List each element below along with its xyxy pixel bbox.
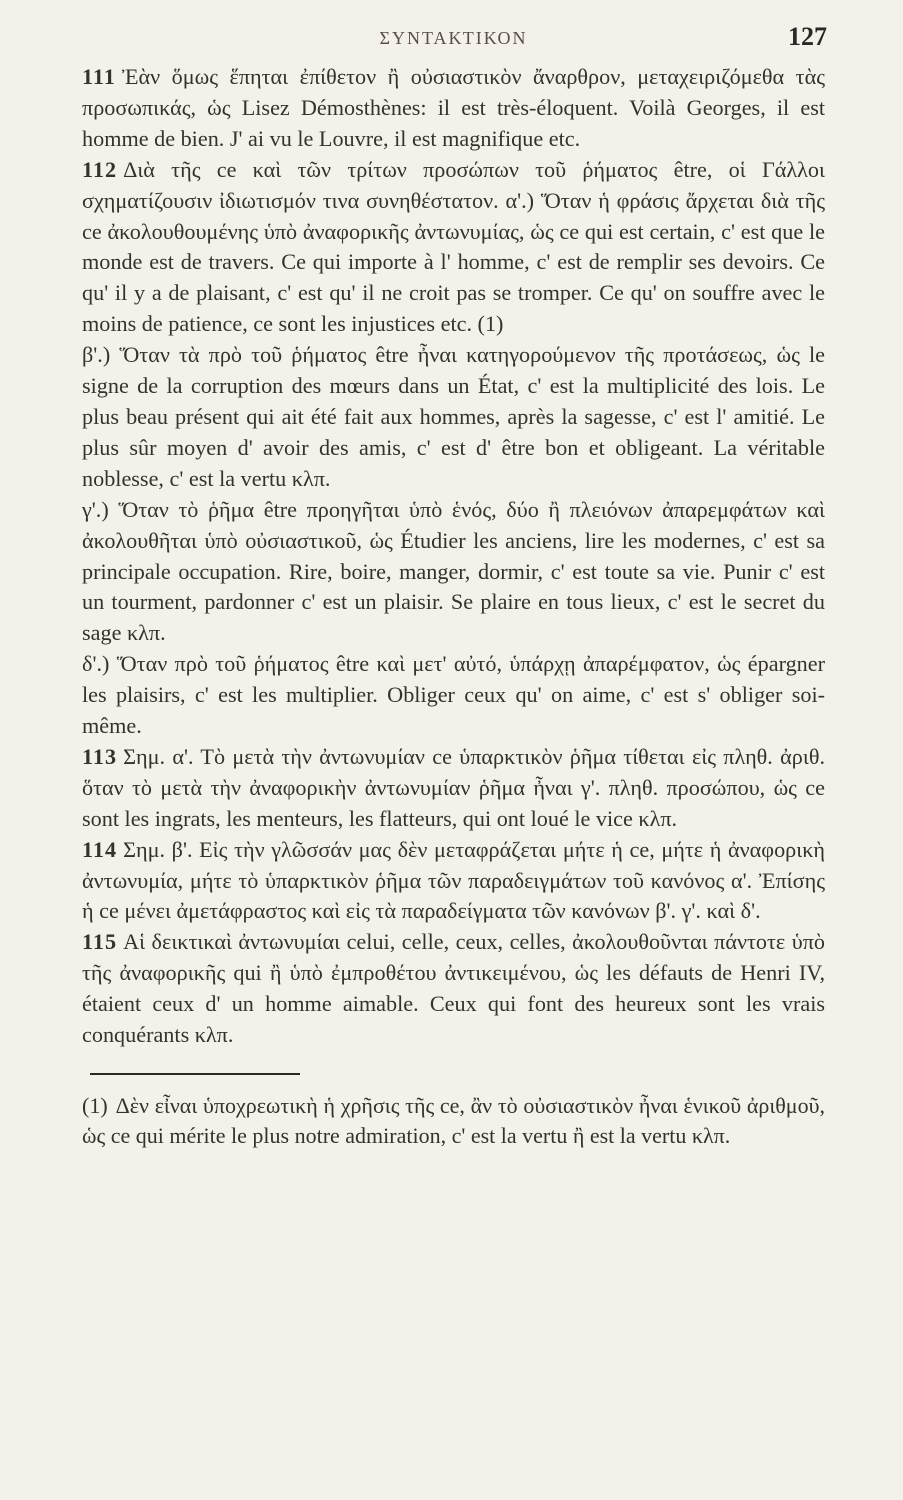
paragraph-113	[82, 742, 825, 835]
footnote-marker: (1)	[82, 1093, 108, 1118]
paragraph-112-delta	[82, 649, 825, 742]
paragraph-115	[82, 927, 825, 1051]
paragraph-number: 112	[82, 156, 118, 182]
footnote-text: Δὲν εἶναι ὑποχρεωτικὴ ἡ χρῆσις τῆς ce, ἂν τὸ οὐσιαστικὸν ἦναι ἑνικοῦ ἀριθμοῦ, ὡς ce qui mérite le plus notre admiration, c' est la vertu ἢ est la vertu κλπ.	[82, 1093, 825, 1148]
paragraph-number: 113	[82, 743, 118, 769]
paragraph-number: 111	[82, 64, 116, 89]
paragraph-112-beta	[82, 340, 825, 495]
paragraph-text: Σημ. β'. Εἰς τὴν γλῶσσάν μας δὲν μεταφράζεται μήτε ἡ ce, μήτε ἡ ἀναφορικὴ ἀντωνυμία, μήτε τὸ ὑπαρκτικὸν ῥῆμα τῶν παραδειγμάτων τοῦ κανόνος α'. Ἐπίσης ἡ ce μένει ἀμετάφραστος καὶ εἰς τὰ παραδείγματα τῶν κανόνων β'. γ'. καὶ δ'.	[82, 836, 825, 924]
page-header	[82, 22, 825, 62]
footnote-divider	[90, 1073, 300, 1075]
paragraph-text: Αἱ δεικτικαὶ ἀντωνυμίαι celui, celle, ceux, celles, ἀκολουθοῦνται πάντοτε ὑπὸ τῆς ἀναφορικῆς qui ἢ ὑπὸ ἐμπροθέτου ἀντικειμένου, ὡς les défauts de Henri IV, étaient ceux d' un homme aimable. Ceux qui font des heureux sont les vrais conquérants κλπ.	[82, 929, 825, 1048]
paragraph-number: 114	[82, 836, 118, 862]
main-text	[82, 62, 825, 1051]
paragraph-111	[82, 62, 825, 155]
paragraph-text: Διὰ τῆς ce καὶ τῶν τρίτων προσώπων τοῦ ῥήματος être, οἱ Γάλλοι σχηματίζουσιν ἰδιωτισμόν τινα συνηθέστατον. α'.) Ὅταν ἡ φράσις ἄρχεται διὰ τῆς ce ἀκολουθουμένης ὑπὸ ἀναφορικῆς ἀντωνυμίας, ὡς ce qui est certain, c' est que le monde est de travers. Ce qui importe à l' homme, c' est de remplir ses devoirs. Ce qu' il y a de plaisant, c' est qu' il ne croit pas se tromper. Ce qu' on souffre avec le moins de patience, ce sont les injustices etc. (1)	[82, 156, 825, 337]
paragraph-text: β'.) Ὅταν τὰ πρὸ τοῦ ῥήματος être ἦναι κατηγορούμενον τῆς προτάσεως, ὡς le signe de la corruption des mœurs dans un État, c' est la multiplicité des lois. Le plus beau présent qui ait été fait aux hommes, après la sagesse, c' est l' amitié. Le plus sûr moyen d' avoir des amis, c' est d' être bon et obligeant. La véritable noblesse, c' est la vertu κλπ.	[82, 342, 825, 491]
paragraph-114	[82, 835, 825, 928]
running-title: ΣΥΝΤΑΚΤΙΚΟΝ	[379, 28, 528, 48]
paragraph-text: γ'.) Ὅταν τὸ ῥῆμα être προηγῆται ὑπὸ ἑνός, δύο ἢ πλειόνων ἀπαρεμφάτων καὶ ἀκολουθῆται ὑπὸ οὐσιαστικοῦ, ὡς Étudier les anciens, lire les modernes, c' est sa principale occupation. Rire, boire, manger, dormir, c' est toute sa vie. Punir c' est un tourment, pardonner c' est un plaisir. Se plaire en tous lieux, c' est le secret du sage κλπ.	[82, 496, 825, 646]
paragraph-number: 115	[82, 929, 118, 955]
paragraph-text: Ἐὰν ὅμως ἕπηται ἐπίθετον ἢ οὐσιαστικὸν ἄναρθρον, μεταχειριζόμεθα τὰς προσωπικάς, ὡς Lisez Démosthènes: il est très-éloquent. Voilà Georges, il est homme de bien. J' ai vu le Louvre, il est magnifique etc.	[82, 64, 825, 151]
paragraph-text: Σημ. α'. Τὸ μετὰ τὴν ἀντωνυμίαν ce ὑπαρκτικὸν ῥῆμα τίθεται εἰς πληθ. ἀριθ. ὅταν τὸ μετὰ τὴν ἀναφορικὴν ἀντωνυμίαν ῥῆμα ἦναι γ'. πληθ. προσώπου, ὡς ce sont les ingrats, les menteurs, les flatteurs, qui ont loué le vice κλπ.	[82, 743, 825, 831]
paragraph-112-gamma	[82, 495, 825, 650]
page-number: 127	[788, 22, 827, 51]
paragraph-112	[82, 155, 825, 340]
paragraph-text: δ'.) Ὅταν πρὸ τοῦ ῥήματος être καὶ μετ' αὐτό, ὑπάρχῃ ἀπαρέμφατον, ὡς épargner les plaisirs, c' est les multiplier. Obliger ceux qu' on aime, c' est s' obliger soi-même.	[82, 651, 825, 739]
footnote	[82, 1091, 825, 1151]
